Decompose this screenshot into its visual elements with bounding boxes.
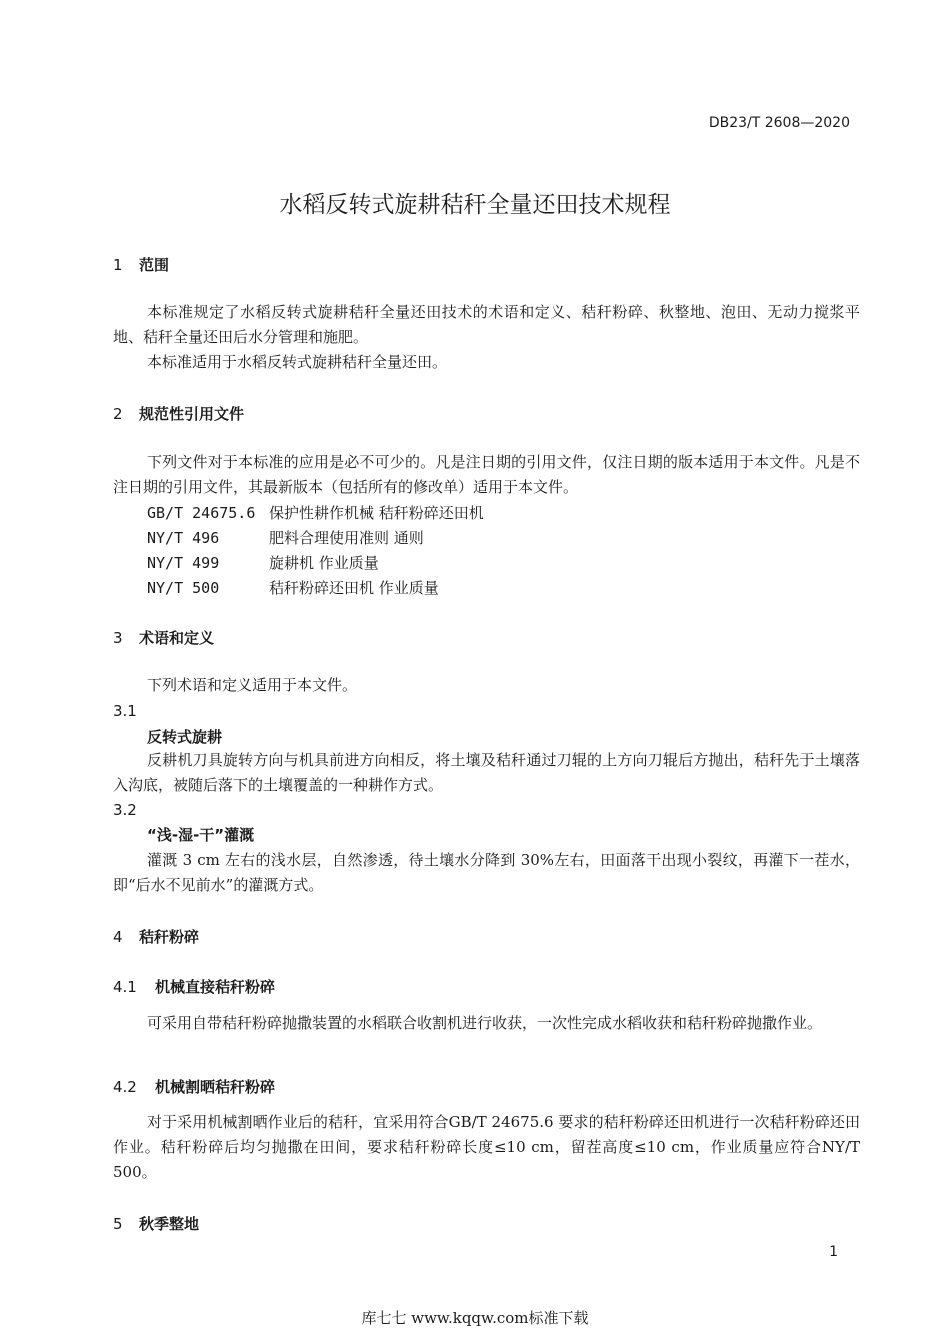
reference-item (147, 527, 424, 548)
section-1-heading (113, 254, 169, 275)
footer-watermark: 库七七 www.kqqw.com标准下载 (361, 1309, 589, 1327)
reference-code: NY/T 499 (147, 554, 220, 572)
section-number: 2 (113, 405, 123, 423)
section-number: 4 (113, 928, 123, 946)
subsection-number: 4.2 (113, 1078, 137, 1096)
document-number: DB23/T 2608—2020 (708, 115, 850, 131)
page-number: 1 (829, 1244, 838, 1260)
subsection-number: 4.1 (113, 978, 137, 996)
section-number: 5 (113, 1215, 123, 1233)
subsection-title: 机械割晒秸秆粉碎 (155, 1078, 276, 1096)
section-1-paragraph-1: 本标准规定了水稻反转式旋耕秸秆全量还田技术的术语和定义、秸秆粉碎、秋整地、泡田、无动力搅浆平地、秸秆全量还田后水分管理和施肥。 (113, 303, 860, 346)
reference-code: NY/T 500 (147, 579, 220, 597)
section-1-paragraph-2: 本标准适用于水稻反转式旋耕秸秆全量还田。 (147, 353, 448, 371)
term-definition: 反耕机刀具旋转方向与机具前进方向相反，将土壤及秸秆通过刀辊的上方向刀辊后方抛出，秸秆先于土壤落入沟底，被随后落下的土壤覆盖的一种耕作方式。 (113, 751, 860, 794)
section-title: 秸秆粉碎 (139, 928, 200, 946)
reference-item (147, 502, 484, 523)
reference-item (147, 577, 439, 598)
subsection-4-1-heading (113, 976, 275, 997)
section-title: 秋季整地 (139, 1215, 200, 1233)
section-2-paragraph-1: 下列文件对于本标准的应用是必不可少的。凡是注日期的引用文件，仅注日期的版本适用于本文件。凡是不注日期的引用文件，其最新版本（包括所有的修改单）适用于本文件。 (113, 453, 860, 496)
section-3-heading (113, 627, 214, 648)
section-title: 范围 (139, 256, 170, 274)
section-title: 术语和定义 (139, 629, 215, 647)
subsection-4-1-paragraph: 可采用自带秸秆粉碎抛撒装置的水稻联合收割机进行收获，一次性完成水稻收获和秸秆粉碎抛撒作业。 (147, 1014, 823, 1032)
reference-name: 秸秆粉碎还田机 作业质量 (269, 579, 439, 597)
term-number: 3.1 (113, 702, 137, 720)
section-2-heading (113, 403, 244, 424)
term-number: 3.2 (113, 801, 137, 819)
section-number: 1 (113, 256, 123, 274)
reference-item (147, 552, 379, 573)
term-title: 反转式旋耕 (147, 728, 223, 746)
section-3-paragraph-1: 下列术语和定义适用于本文件。 (147, 676, 358, 694)
subsection-4-2-heading (113, 1076, 275, 1097)
subsection-4-2-paragraph: 对于采用机械割晒作业后的秸秆，宜采用符合GB/T 24675.6 要求的秸秆粉碎还田机进行一次秸秆粉碎还田作业。秸秆粉碎后均匀抛撒在田间，要求秸秆粉碎长度≤10 cm，留茬高度≤10 cm，作业质量应符合NY/T 500。 (113, 1113, 860, 1181)
reference-name: 保护性耕作机械 秸秆粉碎还田机 (269, 504, 484, 522)
subsection-title: 机械直接秸秆粉碎 (155, 978, 276, 996)
section-number: 3 (113, 629, 123, 647)
section-5-heading (113, 1213, 199, 1234)
page-title: 水稻反转式旋耕秸秆全量还田技术规程 (279, 192, 671, 218)
term-title: “浅-湿-干”灌溉 (147, 826, 255, 844)
section-title: 规范性引用文件 (139, 405, 245, 423)
reference-code: NY/T 496 (147, 529, 220, 547)
section-4-heading (113, 926, 199, 947)
reference-name: 肥料合理使用准则 通则 (269, 529, 424, 547)
term-definition: 灌溉 3 cm 左右的浅水层，自然渗透，待土壤水分降到 30%左右，田面落干出现小裂纹，再灌下一茬水，即“后水不见前水”的灌溉方式。 (113, 851, 860, 894)
reference-code: GB/T 24675.6 (147, 504, 256, 522)
reference-name: 旋耕机 作业质量 (269, 554, 379, 572)
